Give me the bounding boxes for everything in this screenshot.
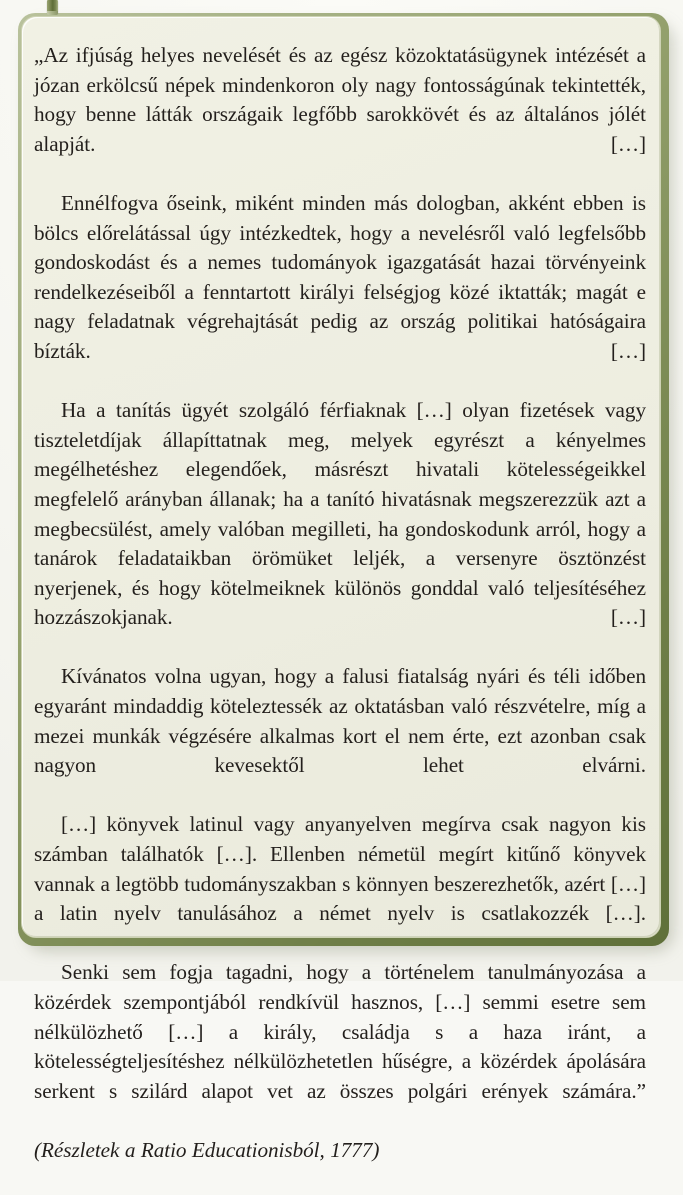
quote-text-body	[34, 41, 646, 1195]
quote-paragraph-1: „Az ifjúság helyes nevelését és az egész közoktatásügynek intézését a józan erkölcsű népek mindenkoron oly nagy fontosságúnak tekintették, hogy benne látták országaik legfőbb sarokkövét és az általános jólét alapját. […]	[34, 43, 646, 156]
pin-tab-icon	[47, 0, 58, 15]
pin-cap	[47, 11, 58, 15]
quote-card-inner	[21, 16, 661, 1162]
quote-paragraph-3: Ha a tanítás ügyét szolgáló férfiaknak […] olyan fizetések vagy tiszteletdíjak állapíttatnak meg, melyek egyrészt a kényelmes megélhetéshez elegendőek, másrészt hivatali kötelességeikkel megfelelő arányban állanak; ha a tanító hivatásnak megszerezzük azt a megbecsülést, amely valóban megilleti, ha gondoskodunk arról, hogy a tanárok feladataikban örömüket leljék, a versenyre ösztönzést nyerjenek, és hogy kötelmeiknek különös gonddal való teljesítéséhez hozzászokjanak. […]	[34, 398, 646, 630]
quote-paragraph-6: Senki sem fogja tagadni, hogy a történelem tanulmányozása a közérdek szempontjából rendkívül hasznos, […] semmi esetre sem nélkülözhető […] a király, családja s a haza iránt, a kötelességteljesítéshez nélkülözhetetlen hűségre, a közérdek ápolására serkent s szilárd alapot vet az összes polgári erények számára.”	[34, 960, 646, 1103]
quote-card	[18, 13, 669, 1162]
quote-paragraph-2: Ennélfogva őseink, miként minden más dologban, akként ebben is bölcs előrelátással úgy intézkedtek, hogy a nevelésről való legfelsőbb gondoskodást és a nemes tudományok igazgatását hazai törvényeink rendelkezéseiből a fenntartott királyi felségjog közé iktatták; magát e nagy feladatnak végrehajtását pedig az ország politikai hatóságaira bízták. […]	[34, 190, 646, 363]
quote-paragraph-4: Kívánatos volna ugyan, hogy a falusi fiatalság nyári és téli időben egyaránt mindaddig köteleztessék az oktatásban való részvételre, míg a mezei munkák végzésére alkalmas kort el nem érte, ezt azonban csak nagyon kevesektől lehet elvárni.	[34, 664, 646, 778]
quote-attribution: (Részletek a Ratio Educationisból, 1777)	[34, 1137, 380, 1162]
quote-paragraph-5: […] könyvek latinul vagy anyanyelven megírva csak nagyon kis számban találhatók […]. Ellenben németül megírt kitűnő könyvek vannak a legtöbb tudományszakban s könnyen beszerezhetők, azért […] a latin nyelv tanulásához a német nyelv is csatlakozzék […].	[34, 812, 646, 926]
